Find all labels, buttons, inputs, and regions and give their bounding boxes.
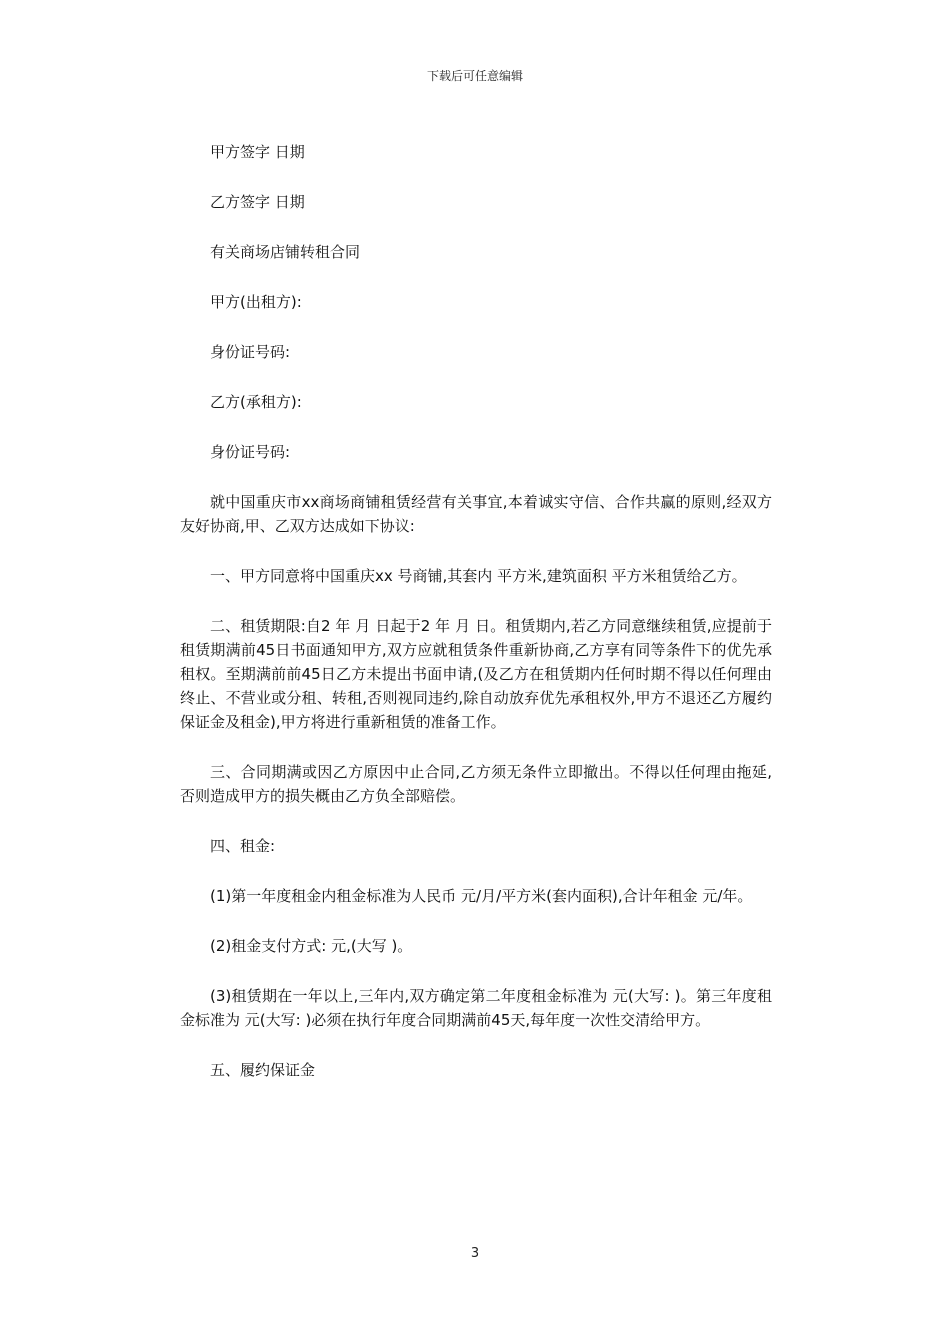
clause-4-item-1: (1)第一年度租金内租金标准为人民币 元/月/平方米(套内面积),合计年租金 元/年。 xyxy=(210,887,753,905)
clause-2: 二、租赁期限:自2 年 月 日起于2 年 月 日。租赁期内,若乙方同意继续租赁,应提前于租赁期满前45日书面通知甲方,双方应就租赁条件重新协商,乙方享有同等条件下的优先承租权。至期满前前45日乙方未提出书面申请,(及乙方在租赁期内任何时期不得以任何理由终止、不营业或分租、转租,否则视同违约,除自动放弃优先承租权外,甲方不退还乙方履约保证金及租金),甲方将进行重新租赁的准备工作。 xyxy=(180,617,772,731)
signature-line-party-b: 乙方签字 日期 xyxy=(210,193,305,211)
clause-3: 三、合同期满或因乙方原因中止合同,乙方须无条件立即撤出。不得以任何理由拖延,否则造成甲方的损失概由乙方负全部赔偿。 xyxy=(180,763,772,805)
clause-4-item-3: (3)租赁期在一年以上,三年内,双方确定第二年度租金标准为 元(大写: )。第三年度租金标准为 元(大写: )必须在执行年度合同期满前45天,每年度一次性交清给甲方。 xyxy=(180,987,772,1029)
party-b-label: 乙方(承租方): xyxy=(210,393,302,411)
clause-4-item-2: (2)租金支付方式: 元,(大写 )。 xyxy=(210,937,413,955)
document-body xyxy=(180,140,772,1108)
party-a-label: 甲方(出租方): xyxy=(210,293,302,311)
page-number: 3 xyxy=(470,1246,480,1261)
preamble-paragraph: 就中国重庆市xx商场商铺租赁经营有关事宜,本着诚实守信、合作共赢的原则,经双方友好协商,甲、乙双方达成如下协议: xyxy=(180,493,772,535)
contract-title: 有关商场店铺转租合同 xyxy=(210,243,361,261)
party-a-id-label: 身份证号码: xyxy=(210,343,291,361)
clause-5-heading: 五、履约保证金 xyxy=(210,1061,316,1079)
signature-line-party-a: 甲方签字 日期 xyxy=(210,143,305,161)
page-header: 下载后可任意编辑 xyxy=(426,69,523,83)
party-b-id-label: 身份证号码: xyxy=(210,443,291,461)
clause-1: 一、甲方同意将中国重庆xx 号商铺,其套内 平方米,建筑面积 平方米租赁给乙方。 xyxy=(210,567,747,585)
clause-4-heading: 四、租金: xyxy=(210,837,276,855)
